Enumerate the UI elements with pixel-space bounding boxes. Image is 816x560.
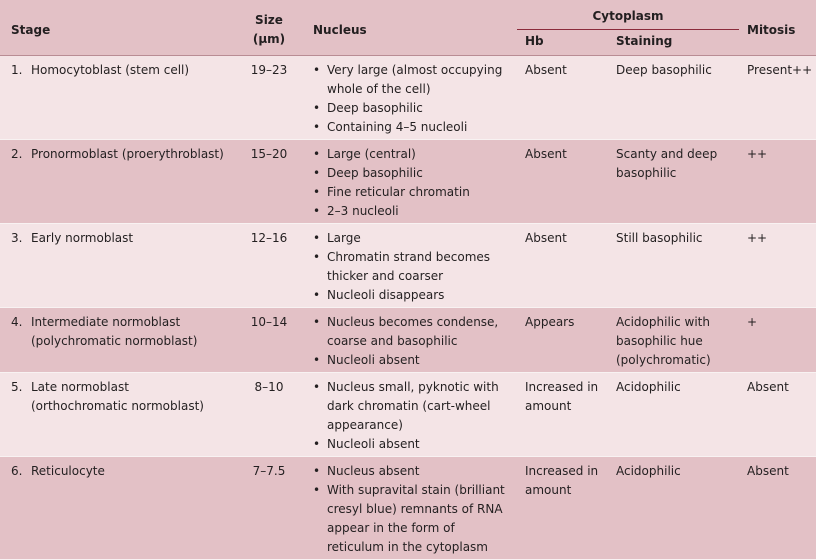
- nucleus-item: [313, 61, 509, 99]
- bullet-icon: •: [313, 288, 321, 302]
- mitosis-cell: Present++: [747, 63, 813, 77]
- hb-cell: Absent: [525, 147, 567, 161]
- nucleus-list: [313, 229, 509, 305]
- nucleus-item-text: Nucleus becomes condense, coarse and basophilic: [327, 315, 499, 348]
- mitosis-cell: Absent: [747, 380, 789, 394]
- staining-cell: Scanty and deep basophilic: [616, 147, 718, 180]
- stage-number: 5.: [11, 380, 23, 394]
- mitosis-cell: ++: [747, 147, 768, 161]
- bullet-icon: •: [313, 185, 321, 199]
- stage-cell: [0, 308, 233, 373]
- mitosis-cell: Absent: [747, 464, 789, 478]
- header-mitosis: Mitosis: [747, 22, 796, 37]
- stage-cell: [0, 457, 233, 560]
- nucleus-item: [313, 313, 509, 351]
- table-row: [0, 140, 816, 224]
- bullet-icon: •: [313, 147, 321, 161]
- nucleus-item: [313, 248, 509, 286]
- stage-name: Late normoblast (orthochromatic normoblast): [31, 380, 204, 413]
- stage-name: Intermediate normoblast (polychromatic normoblast): [31, 315, 198, 348]
- stage-name: Pronormoblast (proerythroblast): [31, 147, 224, 161]
- stage-number: 3.: [11, 231, 23, 245]
- bullet-icon: •: [313, 353, 321, 367]
- header-cytoplasm: Cytoplasm: [517, 0, 739, 30]
- nucleus-list: [313, 313, 509, 370]
- mitosis-cell: ++: [747, 231, 768, 245]
- mitosis-cell: +: [747, 315, 758, 329]
- nucleus-item: [313, 378, 509, 435]
- hb-cell: Increased in amount: [525, 464, 599, 497]
- stage-cell: [0, 224, 233, 308]
- stage-name: Homocytoblast (stem cell): [31, 63, 190, 77]
- stage-number: 2.: [11, 147, 23, 161]
- bullet-icon: •: [313, 464, 321, 478]
- header-nucleus: Nucleus: [313, 22, 367, 37]
- stage-name: Early normoblast: [31, 231, 134, 245]
- nucleus-item-text: Large: [327, 231, 361, 245]
- bullet-icon: •: [313, 315, 321, 329]
- stage-number: 4.: [11, 315, 23, 329]
- table-row: [0, 373, 816, 457]
- staining-cell: Acidophilic: [616, 464, 681, 478]
- size-cell: 7–7.5: [252, 464, 286, 478]
- nucleus-item-text: Nucleus absent: [327, 464, 420, 478]
- nucleus-item-text: Fine reticular chromatin: [327, 185, 470, 199]
- bullet-icon: •: [313, 166, 321, 180]
- size-cell: 19–23: [250, 63, 288, 77]
- nucleus-list: [313, 462, 509, 557]
- staining-cell: Acidophilic: [616, 380, 681, 394]
- stage-cell: [0, 140, 233, 224]
- table-row: [0, 308, 816, 373]
- nucleus-list: [313, 378, 509, 454]
- nucleus-cell: [305, 373, 517, 457]
- bullet-icon: •: [313, 437, 321, 451]
- header-hb: Hb: [525, 33, 544, 48]
- nucleus-item-text: Nucleoli absent: [327, 437, 420, 451]
- nucleus-item: [313, 229, 509, 248]
- bullet-icon: •: [313, 63, 321, 77]
- nucleus-item: [313, 481, 509, 557]
- stage-number: 6.: [11, 464, 23, 478]
- staining-cell: Deep basophilic: [616, 63, 712, 77]
- hb-cell: Absent: [525, 63, 567, 77]
- nucleus-item: [313, 183, 509, 202]
- header-stage: Stage: [11, 22, 51, 37]
- stage-number: 1.: [11, 63, 23, 77]
- nucleus-cell: [305, 308, 517, 373]
- nucleus-item-text: Nucleoli absent: [327, 353, 420, 367]
- nucleus-item-text: Nucleoli disappears: [327, 288, 445, 302]
- nucleus-item-text: Nucleus small, pyknotic with dark chromatin (cart-wheel appearance): [327, 380, 499, 432]
- nucleus-item: [313, 435, 509, 454]
- table-row: [0, 56, 816, 140]
- nucleus-list: [313, 61, 509, 137]
- bullet-icon: •: [313, 231, 321, 245]
- nucleus-item-text: Deep basophilic: [327, 166, 423, 180]
- nucleus-item: [313, 145, 509, 164]
- nucleus-item-text: Containing 4–5 nucleoli: [327, 120, 468, 134]
- nucleus-cell: [305, 457, 517, 560]
- hb-cell: Absent: [525, 231, 567, 245]
- nucleus-cell: [305, 56, 517, 140]
- header-staining: Staining: [616, 33, 673, 48]
- bullet-icon: •: [313, 250, 321, 264]
- stage-name: Reticulocyte: [31, 464, 105, 478]
- nucleus-item: [313, 462, 509, 481]
- bullet-icon: •: [313, 120, 321, 134]
- nucleus-item: [313, 351, 509, 370]
- bullet-icon: •: [313, 483, 321, 497]
- bullet-icon: •: [313, 101, 321, 115]
- nucleus-item-text: Deep basophilic: [327, 101, 423, 115]
- nucleus-item: [313, 118, 509, 137]
- nucleus-item: [313, 202, 509, 221]
- nucleus-item: [313, 286, 509, 305]
- staining-cell: Still basophilic: [616, 231, 703, 245]
- size-cell: 15–20: [250, 147, 288, 161]
- nucleus-cell: [305, 224, 517, 308]
- nucleus-item-text: With supravital stain (brilliant cresyl blue) remnants of RNA appear in the form of reticulum in the cytoplasm: [327, 483, 505, 554]
- nucleus-list: [313, 145, 509, 221]
- size-cell: 12–16: [250, 231, 288, 245]
- nucleus-item-text: 2–3 nucleoli: [327, 204, 399, 218]
- staining-cell: Acidophilic with basophilic hue (polychromatic): [616, 315, 711, 367]
- header-size: Size (μm): [252, 13, 286, 46]
- nucleus-item-text: Chromatin strand becomes thicker and coarser: [327, 250, 491, 283]
- nucleus-item-text: Very large (almost occupying whole of the cell): [327, 63, 503, 96]
- bullet-icon: •: [313, 380, 321, 394]
- table-header: [0, 0, 816, 56]
- nucleus-item: [313, 164, 509, 183]
- bullet-icon: •: [313, 204, 321, 218]
- table-body: [0, 56, 816, 560]
- table-row: [0, 457, 816, 560]
- size-cell: 10–14: [250, 315, 288, 329]
- hb-cell: Increased in amount: [525, 380, 599, 413]
- size-cell: 8–10: [254, 380, 284, 394]
- nucleus-item: [313, 99, 509, 118]
- nucleus-cell: [305, 140, 517, 224]
- hb-cell: Appears: [525, 315, 575, 329]
- table-row: [0, 224, 816, 308]
- nucleus-item-text: Large (central): [327, 147, 416, 161]
- stage-cell: [0, 373, 233, 457]
- stage-cell: [0, 56, 233, 140]
